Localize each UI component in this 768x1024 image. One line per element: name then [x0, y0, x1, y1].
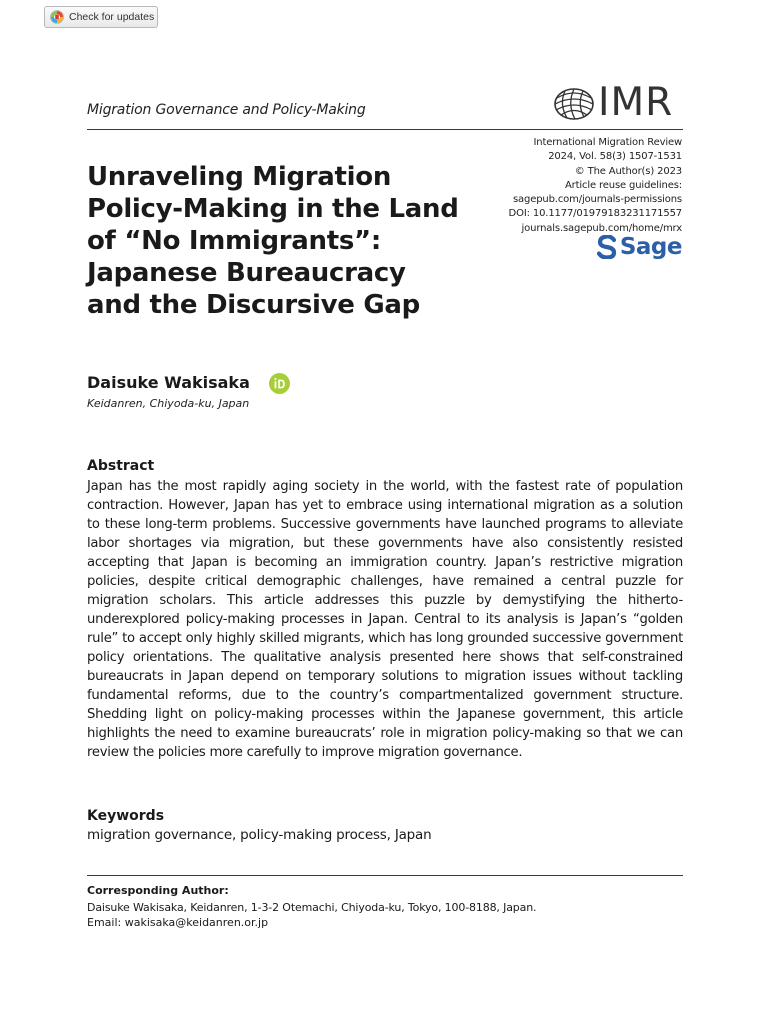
corresponding-author-heading: Corresponding Author:: [87, 884, 229, 897]
journal-volume: 2024, Vol. 58(3) 1507-1531: [548, 151, 682, 163]
abstract-heading: Abstract: [87, 458, 155, 474]
journal-logo-text: IMR: [598, 80, 674, 125]
journal-logo: [553, 80, 683, 125]
publisher-name: Sage: [619, 234, 682, 260]
title-line: of “No Immigrants”:: [87, 226, 381, 256]
author-name: Daisuke Wakisaka: [87, 373, 250, 392]
check-for-updates-label: Check for updates: [69, 11, 155, 23]
article-title: [87, 161, 487, 321]
section-title: Migration Governance and Policy-Making: [87, 102, 366, 118]
permissions-link[interactable]: sagepub.com/journals-permissions: [512, 194, 682, 206]
crossmark-icon: [50, 10, 64, 24]
globe-icon: [553, 86, 595, 122]
journal-name: International Migration Review: [533, 137, 682, 148]
title-line: Unraveling Migration: [87, 162, 392, 192]
journal-metadata: [509, 136, 682, 236]
title-line: Policy-Making in the Land: [87, 194, 459, 224]
sage-s-icon: [597, 235, 617, 259]
check-for-updates-button[interactable]: [44, 6, 158, 28]
author-affiliation: Keidanren, Chiyoda-ku, Japan: [87, 397, 250, 410]
publisher-logo: [597, 234, 682, 260]
copyright-line: © The Author(s) 2023: [574, 165, 682, 177]
title-line: and the Discursive Gap: [87, 290, 420, 320]
title-line: Japanese Bureaucracy: [87, 258, 406, 288]
journal-home-link[interactable]: journals.sagepub.com/home/mrx: [521, 222, 682, 234]
keywords-heading: Keywords: [87, 808, 165, 824]
corresponding-author-address: Daisuke Wakisaka, Keidanren, 1-3-2 Otemachi, Chiyoda-ku, Tokyo, 100-8188, Japan.: [87, 901, 537, 914]
orcid-icon[interactable]: [269, 373, 290, 394]
reuse-guidelines-label: Article reuse guidelines:: [564, 179, 682, 191]
corresponding-author-email[interactable]: Email: wakisaka@keidanren.or.jp: [87, 916, 269, 929]
footer-divider: [87, 875, 683, 876]
header-divider: [87, 129, 683, 130]
doi-link[interactable]: DOI: 10.1177/01979183231171557: [508, 208, 682, 220]
abstract-text: Japan has the most rapidly aging society in the world, with the fastest rate of population contraction. However, Japan has yet to embrace using international migration as a solution to these long-term problems. Successive governments have launched programs to alleviate labor shortages via migration, but these governments have also consistently resisted accepting that Japan is becoming an immigration country. Japan’s restrictive migration policies, despite critical demographic challenges, have remained a central puzzle for migration scholars. This article addresses this puzzle by demystifying the hitherto-underexplored policy-making processes in Japan. Central to its analysis is Japan’s “golden rule” to accept only highly skilled migrants, which has long grounded successive government policy orientations. The qualitative analysis presented here shows that self-constrained bureaucrats in Japan depend on temporary solutions to migration issues without tackling fundamental reforms, due to the country’s compartmentalized government structure. Shedding light on policy-making processes within the Japanese government, this article highlights the need to examine bureaucrats’ role in migration policy-making so that we can review the policies more carefully to improve migration governance.: [87, 479, 683, 760]
keywords-text: migration governance, policy-making process, Japan: [87, 827, 432, 843]
